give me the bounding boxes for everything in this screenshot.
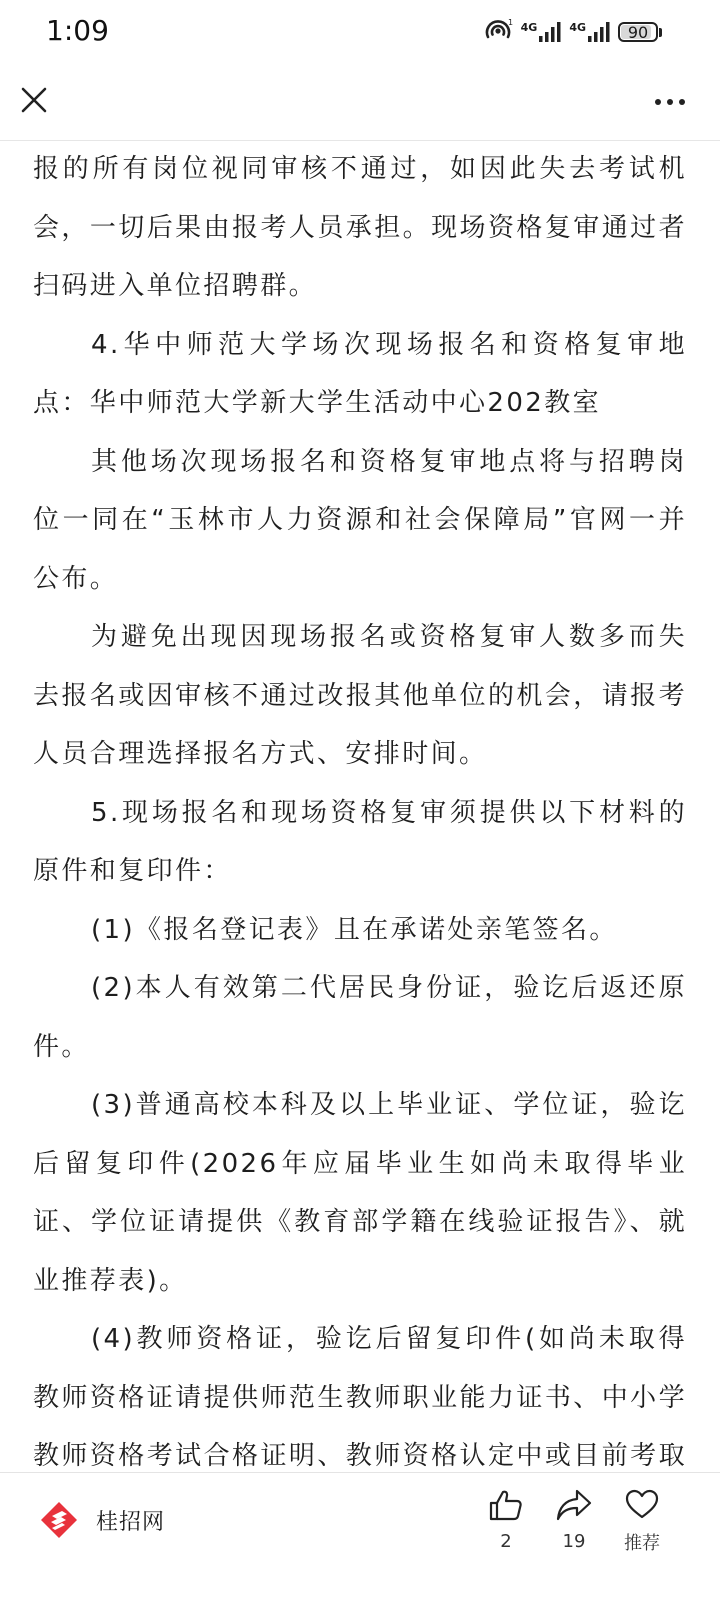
battery-icon (618, 22, 662, 42)
network-type-label: 4G (569, 21, 586, 34)
guizhao-logo-icon (40, 1501, 78, 1539)
signal-strength-icon (521, 22, 562, 42)
article-paragraph: (4)教师资格证，验讫后留复印件(如尚未取得教师资格证请提供师范生教师职业能力证书、中小学教师资格考试合格证明、教师资格认定中或目前考取 (33, 1324, 687, 1471)
thumbs-up-icon (489, 1489, 523, 1521)
article-paragraph: 其他场次现场报名和资格复审地点将与招聘岗位一同在“玉林市人力资源和社会保障局”官网一并公布。 (33, 446, 687, 594)
article-paragraph: 4.华中师范大学场次现场报名和资格复审地点：华中师范大学新大学生活动中心202教室 (33, 329, 687, 418)
svg-text:1: 1 (507, 18, 513, 27)
share-arrow-icon (556, 1489, 592, 1521)
bottom-action-bar (0, 1472, 720, 1601)
source-name: 桂招网 (96, 1509, 166, 1535)
recommend-label: 推荐 (624, 1533, 660, 1554)
status-time: 1:09 (46, 14, 109, 47)
article-paragraph: (1)《报名登记表》且在承诺处亲笔签名。 (91, 914, 618, 945)
like-button[interactable] (476, 1489, 536, 1552)
article-paragraph: 报的所有岗位视同审核不通过，如因此失去考试机会，一切后果由报考人员承担。现场资格复审通过者扫码进入单位招聘群。 (33, 154, 687, 301)
close-icon (21, 87, 47, 113)
like-count: 2 (500, 1531, 512, 1552)
more-options-button[interactable] (650, 82, 690, 122)
source-account[interactable] (40, 1501, 165, 1539)
status-icons (483, 18, 662, 46)
article-paragraph: (2)本人有效第二代居民身份证，验讫后返还原件。 (33, 973, 687, 1062)
signal-strength-icon (569, 22, 610, 42)
hotspot-icon (483, 17, 513, 47)
heart-icon (625, 1489, 659, 1519)
close-button[interactable] (14, 80, 54, 120)
article-paragraph: (3)普通高校本科及以上毕业证、学位证，验讫后留复印件(2026年应届毕业生如尚未取得毕业证、学位证请提供《教育部学籍在线验证报告》、就业推荐表)。 (33, 1090, 687, 1296)
app-header (0, 66, 720, 141)
recommend-button[interactable] (612, 1489, 672, 1555)
share-count: 19 (562, 1531, 586, 1552)
more-horizontal-icon (654, 98, 686, 106)
article-paragraph: 5.现场报名和现场资格复审须提供以下材料的原件和复印件： (33, 797, 687, 886)
article-body (33, 140, 687, 1471)
status-bar (0, 0, 720, 66)
article-paragraph: 为避免出现因现场报名或资格复审人数多而失去报名或因审核不通过改报其他单位的机会，请报考人员合理选择报名方式、安排时间。 (33, 622, 687, 769)
network-type-label: 4G (520, 21, 538, 34)
share-button[interactable] (544, 1489, 604, 1552)
battery-level: 90 (627, 22, 649, 42)
